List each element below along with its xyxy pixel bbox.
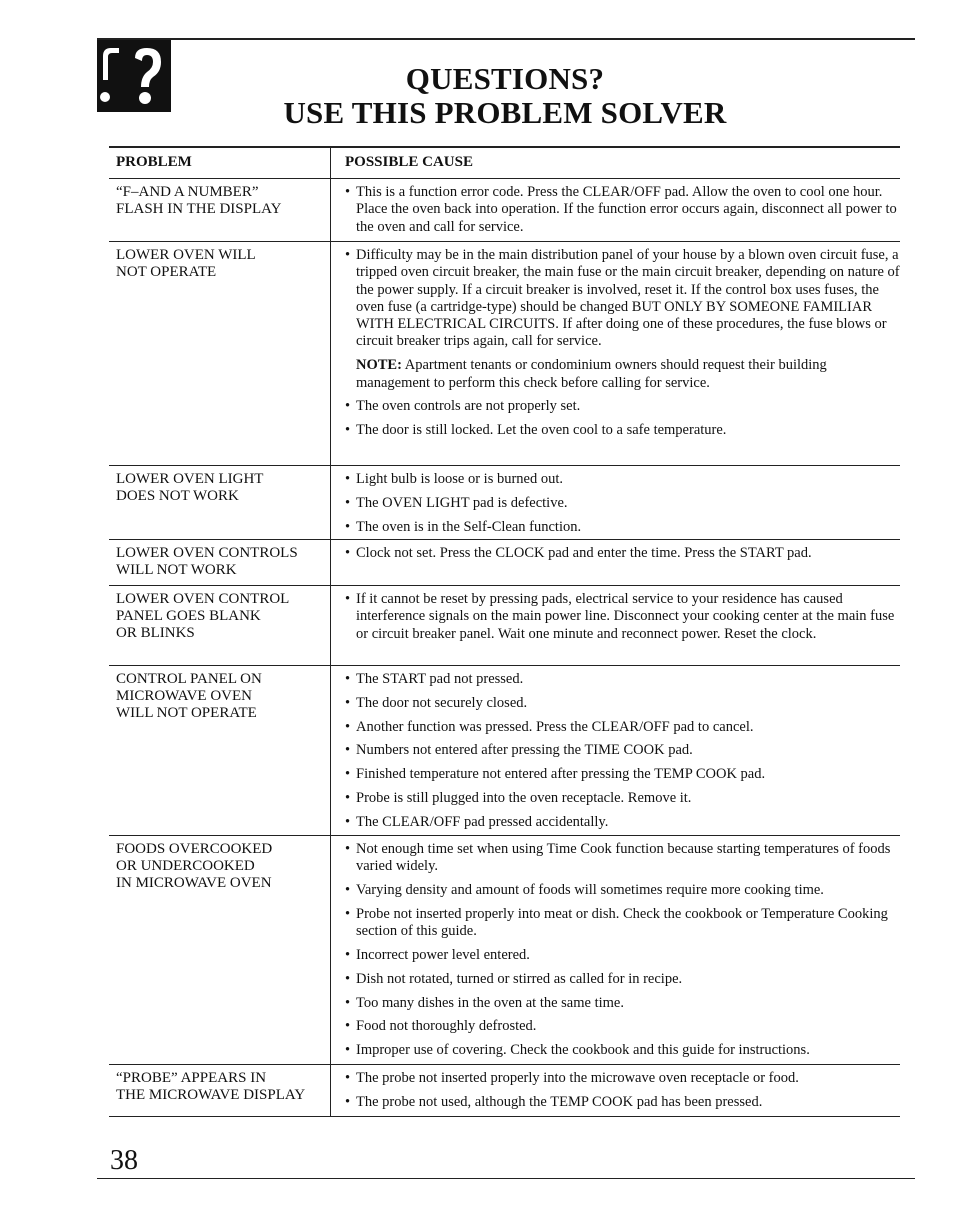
note-text: Apartment tenants or condominium owners should request their building management to perform this check before calling for service.	[356, 357, 827, 391]
cause-item: • Food not thoroughly defrosted.	[345, 1018, 901, 1035]
page-title-line-2: USE THIS PROBLEM SOLVER	[283, 95, 727, 130]
row-rule	[109, 178, 900, 179]
cause-item: • Incorrect power level entered.	[345, 947, 901, 964]
cause-item: • Too many dishes in the oven at the same time.	[345, 995, 901, 1012]
cause-item: • The START pad not pressed.	[345, 671, 901, 688]
cause-item: • Light bulb is loose or is burned out.	[345, 471, 901, 488]
problem-text: “PROBE” APPEARS IN THE MICROWAVE DISPLAY	[116, 1070, 306, 1103]
row-rule	[109, 465, 900, 466]
top-rule	[97, 38, 915, 40]
table-top-rule	[109, 146, 900, 148]
cause-item: • Clock not set. Press the CLOCK pad and enter the time. Press the START pad.	[345, 545, 901, 562]
cause-item: • The door not securely closed.	[345, 695, 901, 712]
problem-text: FOODS OVERCOOKED OR UNDERCOOKED IN MICROWAVE OVEN	[116, 841, 273, 891]
cause-item: • Improper use of covering. Check the cookbook and this guide for instructions.	[345, 1042, 901, 1059]
cause-item: • Probe not inserted properly into meat or dish. Check the cookbook or Temperature Cooking section of this guide.	[345, 906, 901, 941]
cause-item: • Dish not rotated, turned or stirred as called for in recipe.	[345, 971, 901, 988]
cause-list	[345, 841, 901, 1066]
cause-item: • Difficulty may be in the main distribution panel of your house by a blown oven circuit fuse, a tripped oven circuit breaker, the main fuse or the main circuit breaker, depending on nature of the power supply. If a circuit breaker is involved, reset it. If the control box uses fuses, the oven fuse (a cartridge-type) should be changed BUT ONLY BY SOMEONE FAMILIAR WITH ELECTRICAL CIRCUITS. If after doing one of these procedures, the fuse blows or circuit breaker trips again, call for service.	[345, 247, 901, 351]
table-bottom-rule	[109, 1116, 900, 1117]
cause-item: • Finished temperature not entered after pressing the TEMP COOK pad.	[345, 766, 901, 783]
row-rule	[109, 539, 900, 540]
problem-text: LOWER OVEN CONTROLS WILL NOT WORK	[116, 545, 298, 578]
problem-text: LOWER OVEN LIGHT DOES NOT WORK	[116, 471, 264, 504]
problem-text: LOWER OVEN WILL NOT OPERATE	[116, 247, 256, 280]
problem-text: LOWER OVEN CONTROL PANEL GOES BLANK OR BLINKS	[116, 591, 290, 641]
page-number: 38	[110, 1145, 138, 1176]
cause-item: • This is a function error code. Press the CLEAR/OFF pad. Allow the oven to cool one hour. Place the oven back into operation. If the function error occurs again, disconnect all power to the oven and call for service.	[345, 184, 901, 236]
cause-item: • Another function was pressed. Press the CLEAR/OFF pad to cancel.	[345, 719, 901, 736]
cause-item: • The probe not used, although the TEMP COOK pad has been pressed.	[345, 1094, 901, 1111]
cause-item: • Probe is still plugged into the oven receptacle. Remove it.	[345, 790, 901, 807]
cause-list	[345, 591, 901, 649]
question-mark-logo-icon	[97, 40, 171, 112]
cause-item: • The OVEN LIGHT pad is defective.	[345, 495, 901, 512]
cause-item: • The oven is in the Self-Clean function.	[345, 519, 901, 536]
row-rule	[109, 241, 900, 242]
cause-item: • The probe not inserted properly into the microwave oven receptacle or food.	[345, 1070, 901, 1087]
column-header-cause: POSSIBLE CAUSE	[345, 154, 473, 170]
cause-list	[345, 471, 901, 542]
cause-item: • Not enough time set when using Time Cook function because starting temperatures of foods varied widely.	[345, 841, 901, 876]
cause-item: • The oven controls are not properly set.	[345, 398, 901, 415]
problem-text: “F–AND A NUMBER” FLASH IN THE DISPLAY	[116, 184, 282, 217]
cause-list	[345, 247, 901, 446]
note-label: NOTE:	[356, 357, 402, 374]
column-header-problem: PROBLEM	[116, 154, 192, 170]
cause-item: • If it cannot be reset by pressing pads, electrical service to your residence has caused interference signals on the main power line. Disconnect your cooking center at the main fuse or circuit breaker panel. Wait one minute and reconnect power. Reset the clock.	[345, 591, 901, 643]
page-title-line-1: QUESTIONS?	[405, 61, 605, 96]
cause-item: • Varying density and amount of foods will sometimes require more cooking time.	[345, 882, 901, 899]
row-rule	[109, 1064, 900, 1065]
row-rule	[109, 585, 900, 586]
cause-list	[345, 1070, 901, 1118]
footer-rule	[97, 1178, 915, 1179]
row-rule	[109, 665, 900, 666]
cause-list	[345, 545, 901, 569]
cause-list	[345, 184, 901, 242]
problem-text: CONTROL PANEL ON MICROWAVE OVEN WILL NOT OPERATE	[116, 671, 262, 721]
cause-list	[345, 671, 901, 838]
row-rule	[109, 835, 900, 836]
cause-item: • The CLEAR/OFF pad pressed accidentally.	[345, 814, 901, 831]
cause-item: • The door is still locked. Let the oven cool to a safe temperature.	[345, 422, 901, 439]
cause-item: • Numbers not entered after pressing the TIME COOK pad.	[345, 742, 901, 759]
note-paragraph	[345, 357, 901, 392]
